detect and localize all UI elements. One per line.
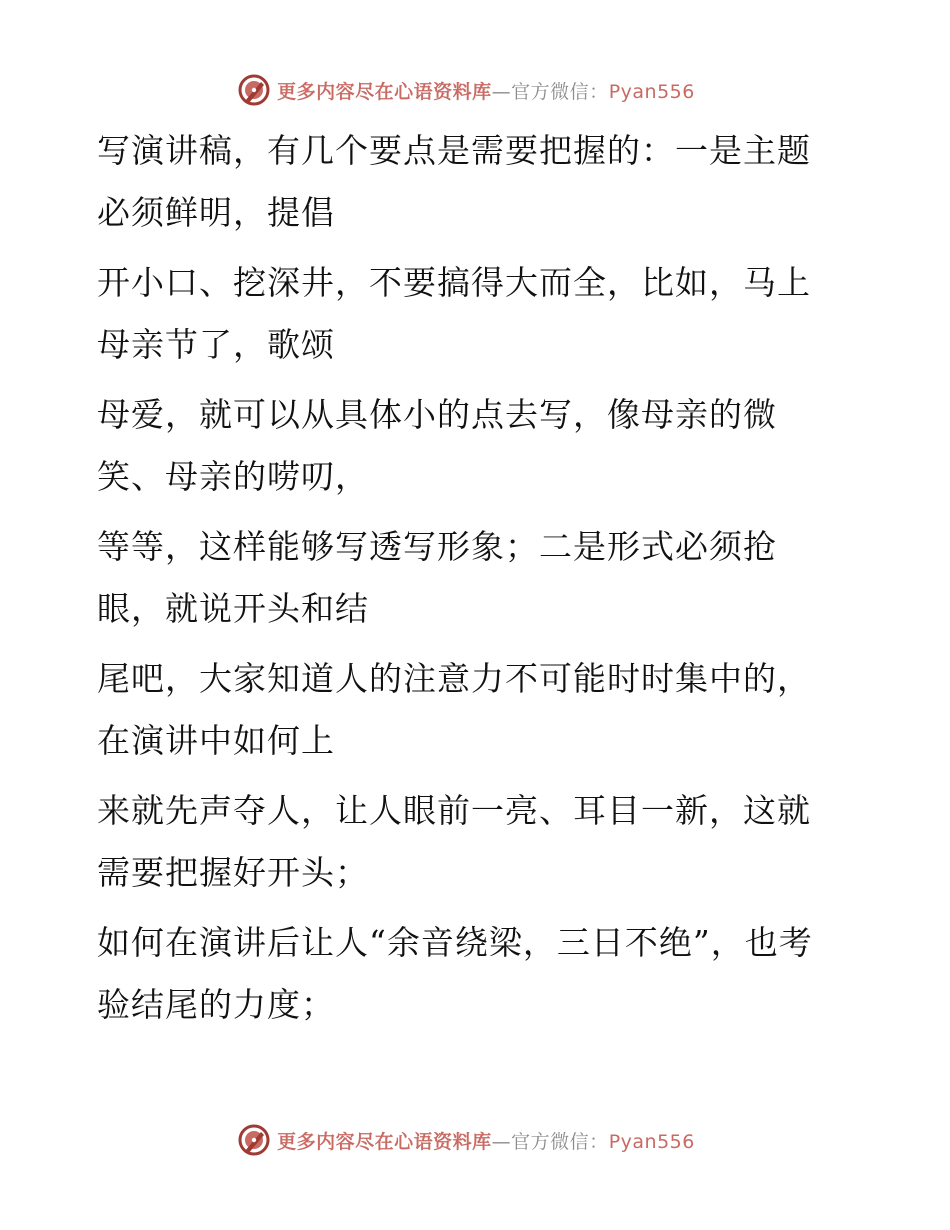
footer-wechat-id: Pyan556: [608, 1130, 695, 1153]
header-banner-text: [277, 77, 695, 104]
footer-slogan: 更多内容尽在心语资料库: [277, 1130, 492, 1153]
header-wechat-id: Pyan556: [608, 80, 695, 103]
paragraph-6: 来就先声夺人，让人眼前一亮、耳目一新，这就需要把握好开头；: [97, 791, 811, 892]
pen-nib-logo-icon: [237, 73, 271, 107]
header-banner-inner: [237, 73, 713, 107]
footer-banner-text: [277, 1127, 695, 1154]
pen-nib-logo-icon: [237, 1123, 271, 1157]
document-body: [97, 120, 837, 1044]
footer-banner: [0, 1120, 950, 1160]
footer-contact-label: —官方微信：: [491, 1130, 609, 1153]
paragraph-5: 尾吧，大家知道人的注意力不可能时时集中的，在演讲中如何上: [97, 659, 811, 760]
paragraph-1: 写演讲稿，有几个要点是需要把握的：一是主题必须鲜明，提倡: [97, 131, 811, 232]
paragraph-4: 等等，这样能够写透写形象；二是形式必须抢眼，就说开头和结: [97, 527, 777, 628]
footer-banner-inner: [237, 1123, 713, 1157]
header-contact-label: —官方微信：: [491, 80, 609, 103]
header-slogan: 更多内容尽在心语资料库: [277, 80, 492, 103]
paragraph-3: 母爱，就可以从具体小的点去写，像母亲的微笑、母亲的唠叨，: [97, 395, 777, 496]
header-banner: [0, 70, 950, 110]
paragraph-7: 如何在演讲后让人“余音绕梁，三日不绝”，也考验结尾的力度；: [97, 923, 813, 1024]
paragraph-2: 开小口、挖深井，不要搞得大而全，比如，马上母亲节了，歌颂: [97, 263, 811, 364]
